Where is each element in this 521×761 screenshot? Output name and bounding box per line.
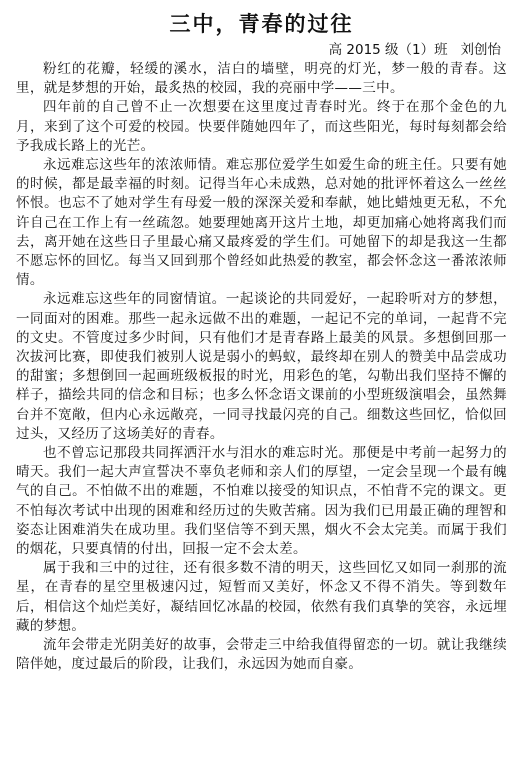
essay-paragraph-5: 也不曾忘记那段共同挥洒汗水与泪水的难忘时光。那便是中考前一起努力的晴天。我们一起大声宣誓决不辜负老师和亲人们的厚望，一定会呈现一个最有魄气的自己。不怕做不出的难题，不怕难以接受的知识点，不怕背不完的课文。更不怕每次考试中出现的困难和经历过的失败苦痛。因为我们已用最正确的理智和姿态让困难消失在成功里。我们坚信等不到天黑，烟火不会太完美。而属于我们的烟花，只要真情的付出，回报一定不会太差。 — [16, 445, 507, 558]
essay-title: 三中，青春的过往 — [169, 11, 354, 36]
essay-paragraph-1: 粉红的花瓣，轻缓的溪水，洁白的墙壁，明亮的灯光，梦一般的青春。这里，就是梦想的开始，最炙热的校园，我的亮丽中学——三中。 — [16, 61, 507, 97]
essay-paragraph-4: 永远难忘这些年的同窗情谊。一起谈论的共同爱好，一起聆听对方的梦想，一同面对的困难。那些一起永远做不出的难题，一起记不完的单词，一起背不完的文史。不管度过多少时间，只有他们才是青春路上最美的风景。多想倒回那一次拔河比赛，即使我们被别人说是弱小的蚂蚁，最终却在别人的赞美中品尝成功的甜蜜；多想倒回一起画班级板报的时光，用彩色的笔，勾勒出我们坚持不懈的样子，描绘共同的信念和目标；也多么怀念语文课前的小型班级演唱会，虽然舞台并不宽敞，但内心永远敞亮，一同寻找最闪亮的自己。细数这些回忆，恰似回过头，又经历了这场美好的青春。 — [16, 291, 507, 442]
essay-paragraph-6: 属于我和三中的过往，还有很多数不清的明天，这些回忆又如同一刹那的流星，在青春的星空里极速闪过，短暂而又美好，怀念又不得不消失。等到数年后，相信这个灿烂美好，凝结回忆冰晶的校园，依然有我们真挚的笑容，永远埋藏的梦想。 — [16, 560, 507, 634]
author-byline: 高 2015 级（1）班 刘创怡 — [328, 42, 501, 58]
essay-paragraph-2: 四年前的自己曾不止一次想要在这里度过青春时光。终于在那个金色的九月，来到了这个可爱的校园。快要伴随她四年了，而这些阳光，每时每刻都会给予我成长路上的光芒。 — [16, 99, 507, 154]
essay-paragraph-3: 永远难忘这些年的浓浓师情。难忘那位爱学生如爱生命的班主任。只要有她的时候，都是最幸福的时刻。记得当年心未成熟，总对她的批评怀着这么一丝丝怀恨。也忘不了她对学生有母爱一般的深深关爱和奉献，她比蜡烛更无私，不允许自己在工作上有一丝疏忽。她要理她离开这片土地，却更加痛心她将离我们而去，离开她在这些日子里最心痛又最疼爱的学生们。可她留下的却是我这一生都不愿忘怀的回忆。每当又回到那个曾经如此热爱的教室，都会怀念这一番浓浓师情。 — [16, 157, 507, 289]
essay-paragraph-7: 流年会带走光阴美好的故事，会带走三中给我值得留恋的一切。就让我继续陪伴她，度过最后的阶段，让我们，永远因为她而自豪。 — [16, 637, 507, 673]
